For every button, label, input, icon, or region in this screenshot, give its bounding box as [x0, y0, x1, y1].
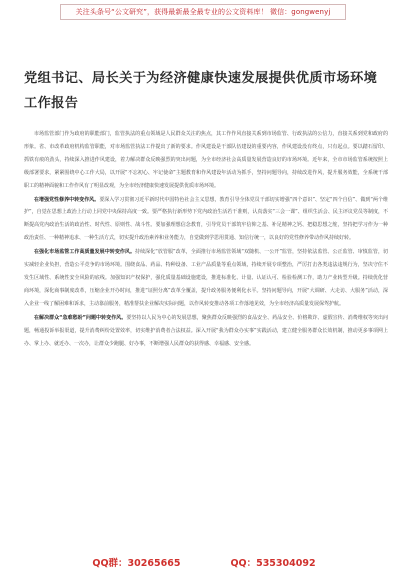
paragraph-market-supervision [24, 246, 388, 311]
paragraph-heading: 在强化市场监管工作高质量发展中转变作风。 [34, 249, 136, 256]
paragraph-text: 持续深化“放管服”改革，全面推行市场监管领域“双随机、一公开”监管，坚持依法监管、公正监管、审慎监管，切实减轻企业负担，营造公平竞争的市场环境。围绕食品、药品、特种设备、工业产品质量等重点领域，持续开展专项整治，严厉打击各类违法违规行为，坚决守住不发生区域性、系统性安全风险的底线。加强知识产权保护，强化质量基础设施建设，推进标准化、计量、认证认可、检验检测工作，助力产业转型升级。持续优化营商环境，深化商事制度改革，压缩企业开办时间，推进“证照分离”改革全覆盖，提升政务服务便利化水平。坚持问题导向，开展“大调研、大走访、大服务”活动，深入企业一线了解困难和诉求，主动靠前服务，精准帮扶企业解决实际问题，以作风转变推动各项工作落地见效，为全市经济高质量发展保驾护航。 [24, 249, 388, 307]
paragraph-public-concerns [24, 312, 388, 351]
qq-number: QQ：535304092 [230, 558, 316, 569]
contact-footer [0, 552, 408, 572]
paragraph-heading: 在解决群众“急难愁盼”问题中转变作风。 [34, 314, 127, 321]
promo-banner-box[interactable] [60, 4, 346, 20]
document-body [24, 128, 388, 351]
paragraph-text: 要坚持以人民为中心的发展思想，聚焦群众反映强烈的食品安全、药品安全、价格欺诈、虚假宣传、消费维权等突出问题，畅通投诉举报渠道，提升消费纠纷处置效率，切实维护消费者合法权益。深入开展“我为群众办实事”实践活动，建立健全服务群众长效机制，推动更多事项网上办、掌上办、就近办、一次办，让群众少跑腿、好办事，不断增强人民群众的获得感、幸福感、安全感。 [24, 314, 388, 347]
qq-group-number: QQ群：30265665 [92, 558, 181, 569]
promo-banner [0, 0, 408, 24]
paragraph-text: 市场监管部门作为政府的职能部门，监管执法的重点领域是人民群众关注的焦点，其工作作风直接关系到市场监管、行政执法的公信力，直接关系到党和政府的形象。省、市改革政府机构监管职能，对市场监管执法工作提出了新的要求。作风建设是干部队伍建设的重要内容，作风建设没有终点，只有起点。要以踏石留印、抓铁有痕的劲头，持续深入推进作风建设，着力解决群众反映强烈的突出问题，为全市经济社会高质量发展营造良好的市场环境。近年来，全市市场监管系统按照上级部署要求，紧紧围绕中心工作大局，以开展“不忘初心、牢记使命”主题教育和作风建设年活动为抓手，坚持问题导向，持续改进作风，提升服务效能，全系统干部职工的精神面貌和工作作风有了明显改观，为全市经济健康快速发展提供优质市场环境。 [24, 131, 388, 189]
paragraph-party-spirit [24, 194, 388, 246]
document-title: 党组书记、局长关于为经济健康快速发展提供优质市场环境工作报告 [24, 71, 378, 111]
paragraph-intro [24, 128, 388, 193]
paragraph-heading: 在增强党性修养中转变作风。 [34, 196, 100, 203]
promo-banner-text: 关注头条号“公文研究”，获得最新最全最专业的公文资料库！ 微信：gongwenyj [75, 8, 331, 16]
paragraph-text: 要深入学习贯彻习近平新时代中国特色社会主义思想，教育引导全体党员干部切实增强“四个意识”、坚定“四个自信”、做到“两个维护”，自觉在思想上政治上行动上同党中央保持高度一致。要严格执行新形势下党内政治生活若干准则，认真落实“三会一课”、组织生活会、民主评议党员等制度，不断提高党内政治生活的政治性、时代性、原则性、战斗性。要加强理想信念教育，引导党员干部筑牢信仰之基、补足精神之钙、把稳思想之舵，坚持把学习作为一种政治责任、一种精神追求、一种生活方式，切实提升政治素养和业务能力，自觉做到学思用贯通、知信行统一，以良好的党性修养带动作风持续好转。 [24, 196, 388, 242]
